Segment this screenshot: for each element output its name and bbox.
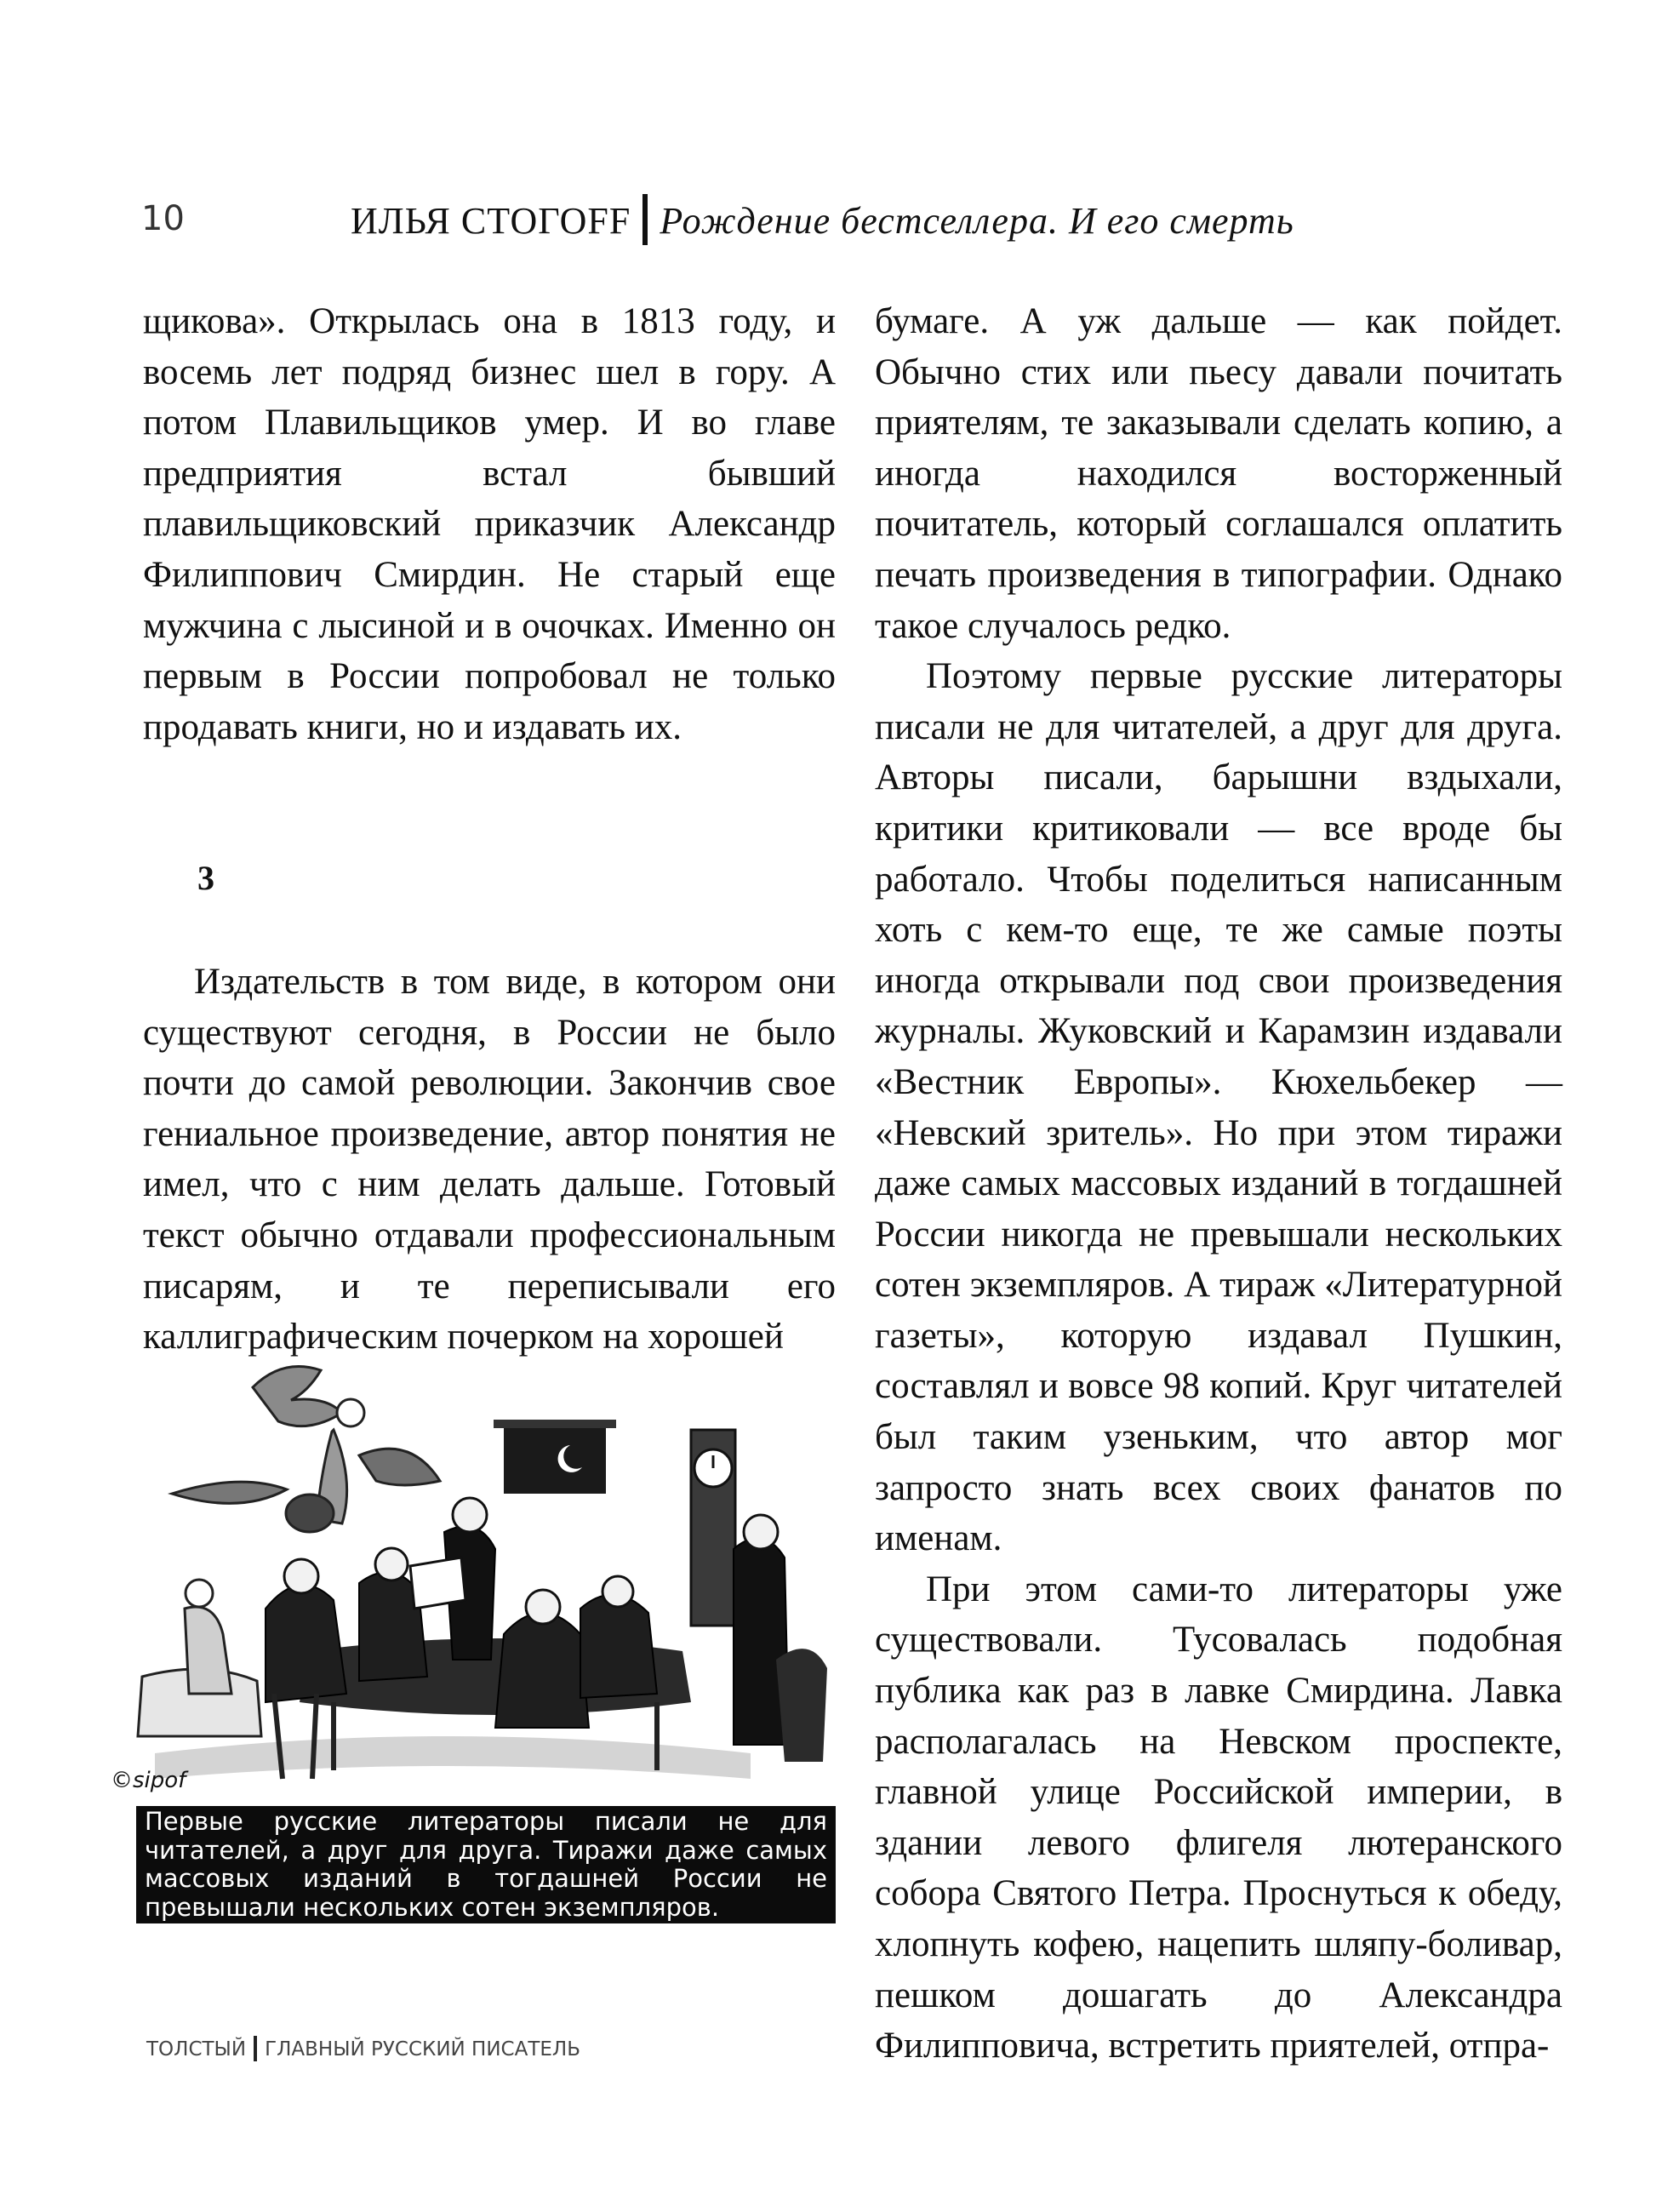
header-divider: [642, 194, 648, 245]
image-caption: Первые русские литераторы писали не для читателей, а друг для друга. Тиражи даже самых массовых изданий в тогдашней России не превышали нескольких сотен экземпляров.: [136, 1806, 836, 1923]
illustrator-signature: ©sipof: [111, 1768, 186, 1793]
right-paragraph-3: При этом сами-то литераторы уже существовали. Тусовалась подобная публика как раз в лавке Смирдина. Лавка располагалась на Невском проспекте, главной улице Российской империи, в здании левого флигеля лютеранского собора Святого Петра. Проснуться к обеду, хлопнуть кофею, нацепить шляпу-боливар, пешком дошагать до Александра Филипповича, встретить приятелей, отпра-: [875, 1569, 1562, 2066]
right-paragraph-2: Поэтому первые русские литераторы писали не для читателей, а друг для друга. Авторы писали, барышни вздыхали, критики критиковали — все вроде бы работало. Чтобы поделиться написанным хоть с кем-то еще, те же самые поэты иногда открывали под свои произведения журналы. Жуковский и Карамзин издавали «Вестник Европы». Кюхельбекер — «Невский зритель». Но при этом тиражи даже самых массовых изданий в тогдашней России никогда не превышали нескольких сотен экземпляров. А тираж «Литературной газеты», которую издавал Пушкин, составлял и вовсе 98 копий. Круг читателей был таким узеньким, что автор мог запросто знать всех своих фанатов по именам.: [875, 656, 1562, 1559]
page-number: 10: [141, 199, 185, 238]
header-book-title: Рождение бестселлера. И его смерть: [660, 200, 1294, 242]
right-column: [875, 296, 1562, 2072]
footer-divider: [254, 2036, 257, 2061]
header-author: ИЛЬЯ СТОГОFF: [351, 200, 631, 242]
section-number: 3: [197, 859, 214, 898]
left-paragraph-2: Издательств в том виде, в котором они существуют сегодня, в России не было почти до самой революции. Закончив свое гениальное произведение, автор понятия не имел, что с ним делать дальше. Готовый текст обычно отдавали профессиональным писарям, и те переписывали его каллиграфическим почерком на хорошей: [143, 961, 836, 1357]
footer-series: ТОЛСТЫЙ: [146, 2038, 247, 2061]
page-footer: [146, 2036, 580, 2061]
left-column: [143, 296, 836, 1363]
left-paragraph-1: щикова». Открылась она в 1813 году, и восемь лет подряд бизнес шел в гору. А потом Плавильщиков умер. И во главе предприятия встал бывший плавильщиковский приказчик Александр Филиппович Смирдин. Не старый еще мужчина с лысиной и в очочках. Именно он первым в России попробовал не только продавать книги, но и издавать их.: [143, 301, 836, 747]
footer-book: ГЛАВНЫЙ РУССКИЙ ПИСАТЕЛЬ: [265, 2038, 581, 2061]
running-title: [351, 194, 1294, 245]
literary-salon-illustration: [104, 1353, 844, 1804]
right-paragraph-1: бумаге. А уж дальше — как пойдет. Обычно стих или пьесу давали почитать приятелям, те заказывали сделать копию, а иногда находился восторженный почитатель, который соглашался оплатить печать произведения в типографии. Однако такое случалось редко.: [875, 301, 1562, 646]
page-header: [138, 194, 1312, 254]
